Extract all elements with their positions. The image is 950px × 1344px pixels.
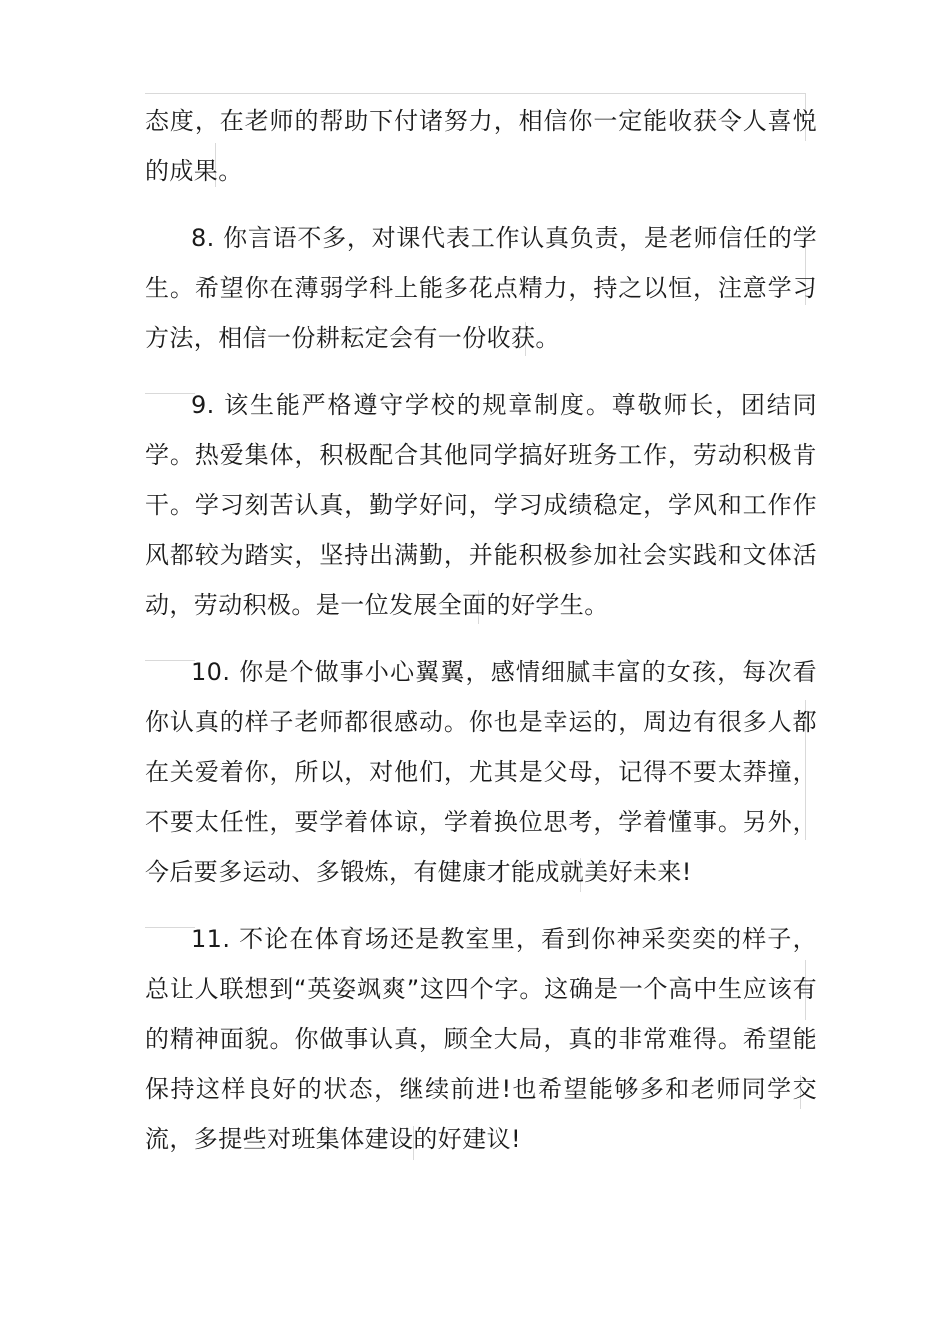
paragraph-comment-8: 8. 你言语不多，对课代表工作认真负责，是老师信任的学生。希望你在薄弱学科上能多花点精力，持之以恒，注意学习方法，相信一份耕耘定会有一份收获。 <box>145 224 817 352</box>
paragraph-comment-10: 10. 你是个做事小心翼翼，感情细腻丰富的女孩，每次看你认真的样子老师都很感动。你也是幸运的，周边有很多人都在关爱着你，所以，对他们，尤其是父母，记得不要太莽撞，不要太任性，要学着体谅，学着换位思考，学着懂事。另外，今后要多运动、多锻炼，有健康才能成就美好未来! <box>145 658 817 886</box>
paragraph-comment-9: 9. 该生能严格遵守学校的规章制度。尊敬师长，团结同学。热爱集体，积极配合其他同学搞好班务工作，劳动积极肯干。学习刻苦认真，勤学好问，学习成绩稳定，学风和工作作风都较为踏实，坚持出满勤，并能积极参加社会实践和文体活动，劳动积极。是一位发展全面的好学生。 <box>145 391 817 619</box>
paragraph-comment-11: 11. 不论在体育场还是教室里，看到你神采奕奕的样子，总让人联想到“英姿飒爽”这四个字。这确是一个高中生应该有的精神面貌。你做事认真，顾全大局，真的非常难得。希望能保持这样良好的状态，继续前进!也希望能够多和老师同学交流，多提些对班集体建设的好建议! <box>145 925 817 1153</box>
guide-line <box>145 93 805 94</box>
paragraph-continuation: 态度，在老师的帮助下付诸努力，相信你一定能收获令人喜悦的成果。 <box>145 107 817 185</box>
